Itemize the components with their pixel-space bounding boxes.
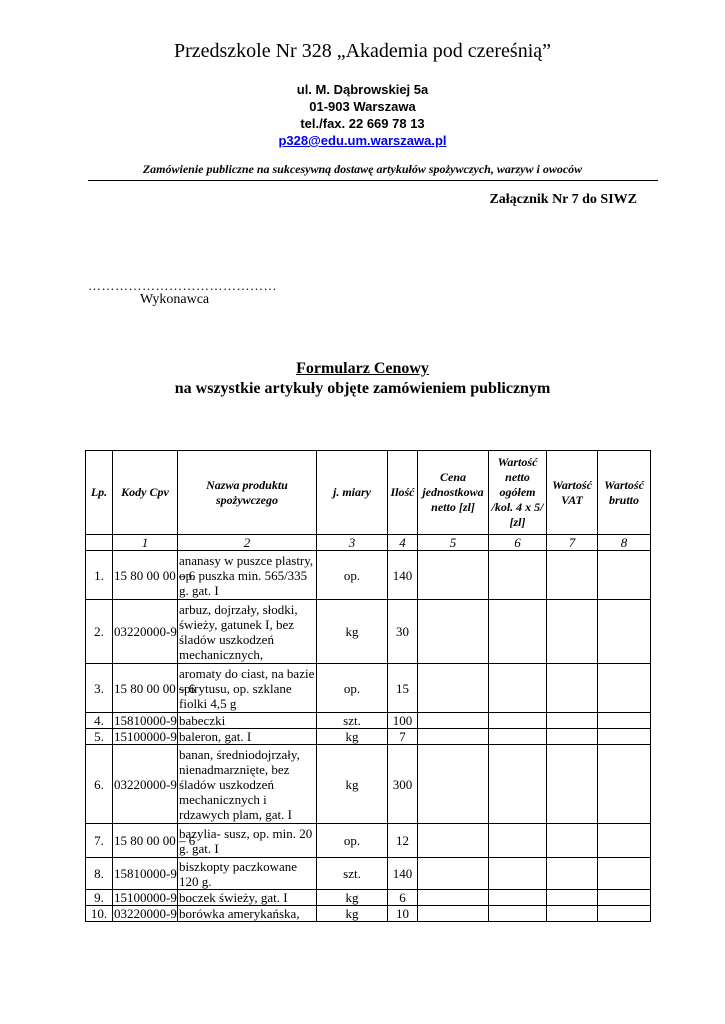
row-unit: kg bbox=[317, 600, 388, 664]
column-number: 5 bbox=[418, 535, 489, 551]
form-title: Formularz Cenowy bbox=[296, 360, 429, 377]
row-product-name: baleron, gat. I bbox=[178, 729, 317, 745]
column-number: 2 bbox=[178, 535, 317, 551]
row-lp: 1. bbox=[86, 551, 113, 600]
header-divider bbox=[88, 180, 658, 181]
row-cpv-code: 15810000-9 bbox=[113, 858, 178, 890]
row-cpv-code: 03220000-9 bbox=[114, 906, 177, 921]
row-quantity: 100 bbox=[388, 713, 418, 729]
row-product-name: bazylia- susz, op. min. 20 g. gat. I bbox=[178, 824, 317, 858]
phone-fax: tel./fax. 22 669 78 13 bbox=[300, 116, 425, 131]
row-net-value[interactable] bbox=[489, 713, 547, 729]
signature-line: …………………………………… bbox=[88, 278, 277, 293]
table-row bbox=[86, 551, 651, 600]
row-gross-value[interactable] bbox=[598, 745, 651, 824]
table-row bbox=[86, 906, 651, 922]
document-title: Przedszkole Nr 328 „Akademia pod czereśnią” bbox=[173, 40, 552, 62]
row-vat-value[interactable] bbox=[547, 745, 598, 824]
table-header-row bbox=[86, 451, 651, 535]
row-lp: 3. bbox=[86, 664, 113, 713]
row-product-name: biszkopty paczkowane 120 g. bbox=[178, 858, 317, 890]
row-net-value[interactable] bbox=[489, 600, 547, 664]
row-vat-value[interactable] bbox=[547, 729, 598, 745]
row-quantity: 7 bbox=[388, 729, 418, 745]
row-cpv-code: 15100000-9 bbox=[114, 729, 177, 744]
table-row bbox=[86, 858, 651, 890]
row-quantity: 10 bbox=[388, 906, 418, 922]
row-net-value[interactable] bbox=[489, 551, 547, 600]
table-row bbox=[86, 890, 651, 906]
row-gross-value[interactable] bbox=[598, 906, 651, 922]
row-unit: kg bbox=[317, 745, 388, 824]
header-cpv: Kody Cpv bbox=[113, 451, 178, 535]
row-cpv-code: 15 80 00 00 – 6 bbox=[113, 664, 178, 713]
row-vat-value[interactable] bbox=[547, 890, 598, 906]
column-number: 8 bbox=[598, 535, 651, 551]
row-lp: 9. bbox=[86, 890, 113, 906]
header-gross-value: Wartość brutto bbox=[598, 451, 651, 535]
row-cpv-code: 15 80 00 00 – 6 bbox=[113, 551, 178, 600]
row-gross-value[interactable] bbox=[598, 664, 651, 713]
contractor-label: Wykonawca bbox=[140, 292, 210, 307]
row-unit-price[interactable] bbox=[418, 890, 489, 906]
address-street: ul. M. Dąbrowskiej 5a bbox=[296, 82, 429, 97]
form-subtitle: na wszystkie artykuły objęte zamówieniem publicznym bbox=[174, 380, 551, 397]
header-vat-value: Wartość VAT bbox=[547, 451, 598, 535]
email-link[interactable]: p328@edu.um.warszawa.pl bbox=[278, 133, 447, 148]
column-number: 3 bbox=[317, 535, 388, 551]
column-number: 6 bbox=[489, 535, 547, 551]
row-product-name: ananasy w puszce plastry, op. puszka min. 565/335 g. gat. I bbox=[178, 551, 317, 600]
row-net-value[interactable] bbox=[489, 906, 547, 922]
row-vat-value[interactable] bbox=[547, 713, 598, 729]
attachment-label: Załącznik Nr 7 do SIWZ bbox=[489, 192, 637, 207]
row-product-name: borówka amerykańska, bbox=[178, 906, 317, 922]
row-gross-value[interactable] bbox=[598, 824, 651, 858]
row-cpv-code: 15100000-9 bbox=[114, 890, 177, 905]
row-lp: 4. bbox=[86, 713, 113, 729]
row-net-value[interactable] bbox=[489, 745, 547, 824]
row-vat-value[interactable] bbox=[547, 551, 598, 600]
row-lp: 5. bbox=[86, 729, 113, 745]
row-product-name: arbuz, dojrzały, słodki, świeży, gatunek I, bez śladów uszkodzeń mechanicznych, bbox=[178, 600, 317, 664]
row-vat-value[interactable] bbox=[547, 664, 598, 713]
row-gross-value[interactable] bbox=[598, 713, 651, 729]
row-gross-value[interactable] bbox=[598, 551, 651, 600]
header-net-value: Wartość netto ogółem /kol. 4 x 5/ [zl] bbox=[489, 451, 547, 535]
row-vat-value[interactable] bbox=[547, 600, 598, 664]
table-row bbox=[86, 664, 651, 713]
row-lp: 8. bbox=[86, 858, 113, 890]
column-number: 7 bbox=[547, 535, 598, 551]
row-unit-price[interactable] bbox=[418, 729, 489, 745]
row-unit-price[interactable] bbox=[418, 906, 489, 922]
table-row bbox=[86, 824, 651, 858]
row-cpv-code: 15 80 00 00 – 6 bbox=[113, 824, 178, 858]
row-quantity: 15 bbox=[388, 664, 418, 713]
row-unit-price[interactable] bbox=[418, 600, 489, 664]
row-unit: szt. bbox=[317, 858, 388, 890]
table-row bbox=[86, 729, 651, 745]
row-unit: op. bbox=[317, 664, 388, 713]
header-product-name: Nazwa produktu spożywczego bbox=[178, 451, 317, 535]
row-unit: kg bbox=[317, 729, 388, 745]
row-unit: op. bbox=[317, 824, 388, 858]
row-gross-value[interactable] bbox=[598, 600, 651, 664]
row-vat-value[interactable] bbox=[547, 906, 598, 922]
row-quantity: 12 bbox=[388, 824, 418, 858]
row-unit-price[interactable] bbox=[418, 713, 489, 729]
row-lp: 7. bbox=[86, 824, 113, 858]
row-unit-price[interactable] bbox=[418, 824, 489, 858]
row-vat-value[interactable] bbox=[547, 858, 598, 890]
row-lp: 10. bbox=[86, 906, 113, 922]
row-cpv-code: 03220000-9 bbox=[113, 745, 178, 824]
header-unit-price: Cena jednostkowa netto [zl] bbox=[418, 451, 489, 535]
header-lp: Lp. bbox=[86, 451, 113, 535]
price-table bbox=[85, 450, 651, 922]
row-cpv-code: 15810000-9 bbox=[114, 713, 177, 728]
row-net-value[interactable] bbox=[489, 858, 547, 890]
header-quantity: Ilość bbox=[388, 451, 418, 535]
row-product-name: banan, średniodojrzały, nienadmarznięte, bez śladów uszkodzeń mechanicznych i rdzawych plam, gat. I bbox=[178, 745, 317, 824]
row-gross-value[interactable] bbox=[598, 858, 651, 890]
row-quantity: 140 bbox=[388, 858, 418, 890]
row-quantity: 6 bbox=[388, 890, 418, 906]
address-city: 01-903 Warszawa bbox=[309, 99, 416, 114]
column-number: 4 bbox=[388, 535, 418, 551]
row-quantity: 140 bbox=[388, 551, 418, 600]
row-net-value[interactable] bbox=[489, 890, 547, 906]
row-net-value[interactable] bbox=[489, 729, 547, 745]
row-lp: 6. bbox=[86, 745, 113, 824]
row-net-value[interactable] bbox=[489, 824, 547, 858]
column-number bbox=[86, 535, 113, 551]
row-vat-value[interactable] bbox=[547, 824, 598, 858]
row-unit: op. bbox=[317, 551, 388, 600]
row-quantity: 30 bbox=[388, 600, 418, 664]
row-unit: szt. bbox=[317, 713, 388, 729]
header-unit: j. miary bbox=[317, 451, 388, 535]
row-gross-value[interactable] bbox=[598, 729, 651, 745]
row-cpv-code: 03220000-9 bbox=[113, 600, 178, 664]
table-row bbox=[86, 600, 651, 664]
table-row bbox=[86, 713, 651, 729]
column-number: 1 bbox=[113, 535, 178, 551]
row-lp: 2. bbox=[86, 600, 113, 664]
table-row bbox=[86, 745, 651, 824]
row-unit-price[interactable] bbox=[418, 858, 489, 890]
procurement-subject: Zamówienie publiczne na sukcesywną dostawę artykułów spożywczych, warzyw i owoców bbox=[142, 162, 583, 176]
row-gross-value[interactable] bbox=[598, 890, 651, 906]
row-product-name: babeczki bbox=[178, 713, 317, 729]
row-unit-price[interactable] bbox=[418, 551, 489, 600]
row-quantity: 300 bbox=[388, 745, 418, 824]
row-product-name: boczek świeży, gat. I bbox=[178, 890, 317, 906]
row-unit-price[interactable] bbox=[418, 745, 489, 824]
row-unit: kg bbox=[317, 906, 388, 922]
row-product-name: aromaty do ciast, na bazie spirytusu, op. szklane fiolki 4,5 g bbox=[178, 664, 317, 713]
row-unit-price[interactable] bbox=[418, 664, 489, 713]
row-net-value[interactable] bbox=[489, 664, 547, 713]
column-number-row bbox=[86, 535, 651, 551]
row-unit: kg bbox=[317, 890, 388, 906]
